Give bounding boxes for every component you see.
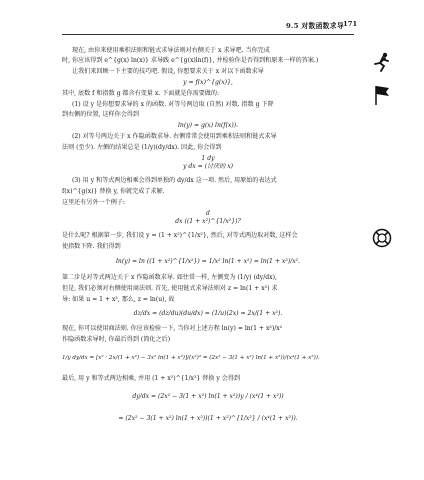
text-line: 现在, 你可以使用商法则. 你应该检验一下, 当你对上述方程 ln(y) = ln(1 + x²)/x²	[62, 325, 283, 332]
runner-icon	[371, 52, 393, 72]
page-header	[0, 20, 424, 32]
equation-line: 1 dy	[201, 155, 215, 162]
flag-icon	[373, 84, 391, 106]
text-line: 使指数下降. 我们得到	[62, 243, 121, 250]
text-line: 是什么呢? 根据第一步, 我们设 y = (1 + x²)^{1/x²}, 然后, 对等式两边取对数, 这样会	[62, 232, 298, 239]
equation-line: y dx = (讨厌的 x)	[182, 163, 234, 170]
text-line: 但是, 我们必须对右侧使用商法则. 首先, 使用链式求导法则对 z = ln(1 + x²) 求	[62, 285, 278, 292]
text-line: f(x)^{g(x)} 替换 y, 你就完成了求解.	[62, 188, 165, 195]
text-line: 导: 如果 u = 1 + x², 那么, z = ln(u), 故	[62, 296, 175, 303]
equation-line: = (2x² − 3(1 + x²) ln(1 + x²))(1 + x²)^{1/x²} / (x⁴(1 + x²)).	[118, 415, 298, 422]
page-number: 171	[343, 20, 358, 28]
text-line: 时, 你应该得到 e^{g(x) ln(x)} 求导践 e^{g(x)ln(f)}, 并检验你是否得到和原来一样的答案.)	[62, 57, 319, 64]
equation-line: dx ((1 + x²)^{1/x²})?	[175, 218, 241, 225]
equation-line: dz/dx = (dz/du)(du/dx) = (1/u)(2x) = 2x/(1 + x²).	[133, 310, 283, 317]
lifebuoy-icon	[372, 228, 392, 248]
equation-line: dy/dx = (2x² − 3(1 + x²) ln(1 + x²))y / (x⁴(1 + x²))	[132, 393, 284, 400]
text-line: 到右侧的位置, 这样你会得到	[62, 111, 139, 118]
text-line: 作隐函数求导时, 你最后得到 (简化之后)	[62, 336, 171, 343]
text-line: 其中, 底数 f 和指数 g 都含有变量 x. 下面就是你需要做的:	[62, 90, 220, 97]
text-line: 法则 (至少). 左侧的结果总是 (1/y)(dy/dx). 因此, 你会得到	[62, 144, 222, 151]
equation-line: ln(y) = ln ((1 + x²)^{1/x²}) = 1/x² ln(1 + x²) = ln(1 + x²)/x².	[115, 258, 301, 265]
equation-line: y = f(x)^{g(x)},	[183, 79, 233, 86]
text-line: 让我们来回顾一下主要的技巧吧. 假设, 你想要求关于 x 对以下函数求导	[72, 68, 264, 75]
text-line: 最后, 用 y 和等式两边相乘, 并用 (1 + x²)^{1/x²} 替换 y 会得到	[62, 375, 241, 382]
text-line: (3) 用 y 和等式两边相乘会得到单独的 dy/dx 这一项. 然后, 用原始的表达式	[72, 177, 277, 184]
section-title: 9.5 对数函数求导	[286, 22, 344, 30]
text-line: (1) 设 y 是你想要求导的 x 的函数. 对等号两边取 (自然) 对数. 指数 g 下降	[72, 101, 274, 108]
equation-line: d	[206, 210, 210, 217]
text-line: 第二步是对等式两边关于 x 作隐函数求导. 如往常一样, 左侧变为 (1/y) (dy/dx),	[62, 274, 277, 281]
text-line: (2) 对等号两边关于 x 作隐函数求导. 右侧常常会使用到乘积法则和链式求导	[72, 133, 277, 140]
equation-line: 1/y dy/dx = [x² · 2x/(1 + x²) − 3x² ln(1 + x²)]/(x²)² = (2x² − 3(1 + x²) ln(1 + x²))/(x⁴(1 + x²)).	[62, 355, 320, 361]
equation-line: ln(y) = g(x) ln(f(x)).	[177, 122, 239, 129]
text-line: 现在, 由你来使用乘积法则和链式求导法则对右侧关于 x 求导吧. 当你完成	[72, 47, 270, 54]
header-rule	[62, 34, 354, 35]
text-line: 这里还有另外一个例子:	[62, 199, 125, 206]
